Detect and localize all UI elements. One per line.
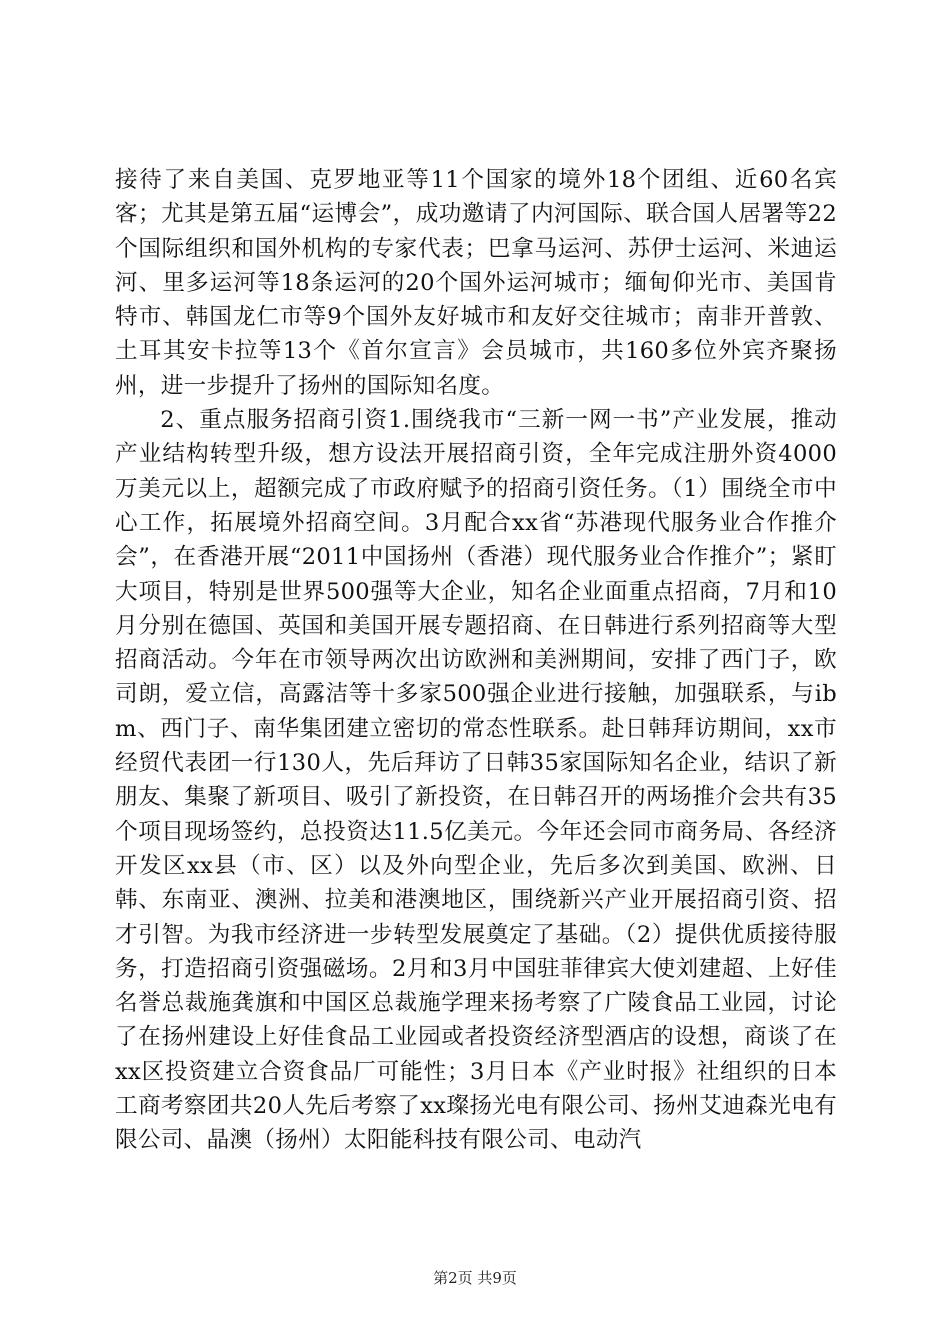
page-number-footer: 第2页 共9页: [433, 1269, 517, 1287]
paragraph-1: 接待了来自美国、克罗地亚等11个国家的境外18个团组、近60名宾客；尤其是第五届“运博会”，成功邀请了内河国际、联合国人居署等22个国际组织和国外机构的专家代表；巴拿马运河、苏伊士运河、米迪运河、里多运河等18条运河的20个国外运河城市；缅甸仰光市、美国肯特市、韩国龙仁市等9个国外友好城市和友好交往城市；南非开普敦、土耳其安卡拉等13个《首尔宣言》会员城市，共160多位外宾齐聚扬州，进一步提升了扬州的国际知名度。: [115, 167, 837, 399]
paragraph-2: 2、重点服务招商引资1.围绕我市“三新一网一书”产业发展，推动产业结构转型升级，想方设法开展招商引资，全年完成注册外资4000万美元以上，超额完成了市政府赋予的招商引资任务。（1）围绕全市中心工作，拓展境外招商空间。3月配合xx省“苏港现代服务业合作推介会”，在香港开展“2011中国扬州（香港）现代服务业合作推介”；紧盯大项目，特别是世界500强等大企业，知名企业面重点招商，7月和10月分别在德国、英国和美国开展专题招商、在日韩进行系列招商等大型招商活动。今年在市领导两次出访欧洲和美洲期间，安排了西门子，欧司朗，爱立信，高露洁等十多家500强企业进行接触，加强联系，与ibm、西门子、南华集团建立密切的常态性联系。赴日韩拜访期间，xx市经贸代表团一行130人，先后拜访了日韩35家国际知名企业，结识了新朋友、集聚了新项目、吸引了新投资，在日韩召开的两场推介会共有35个项目现场签约，总投资达11.5亿美元。今年还会同市商务局、各经济开发区xx县（市、区）以及外向型企业，先后多次到美国、欧洲、日韩、东南亚、澳洲、拉美和港澳地区，围绕新兴产业开展招商引资、招才引智。为我市经济进一步转型发展奠定了基础。（2）提供优质接待服务，打造招商引资强磁场。2月和3月中国驻菲律宾大使刘建超、上好佳名誉总裁施龚旗和中国区总裁施学理来扬考察了广陵食品工业园，讨论了在扬州建设上好佳食品工业园或者投资经济型酒店的设想，商谈了在xx区投资建立合资食品厂可能性；3月日本《产业时报》社组织的日本工商考察团共20人先后考察了xx璨扬光电有限公司、扬州艾迪森光电有限公司、晶澳（扬州）太阳能科技有限公司、电动汽: [115, 407, 837, 1154]
document-body: [115, 163, 837, 1158]
